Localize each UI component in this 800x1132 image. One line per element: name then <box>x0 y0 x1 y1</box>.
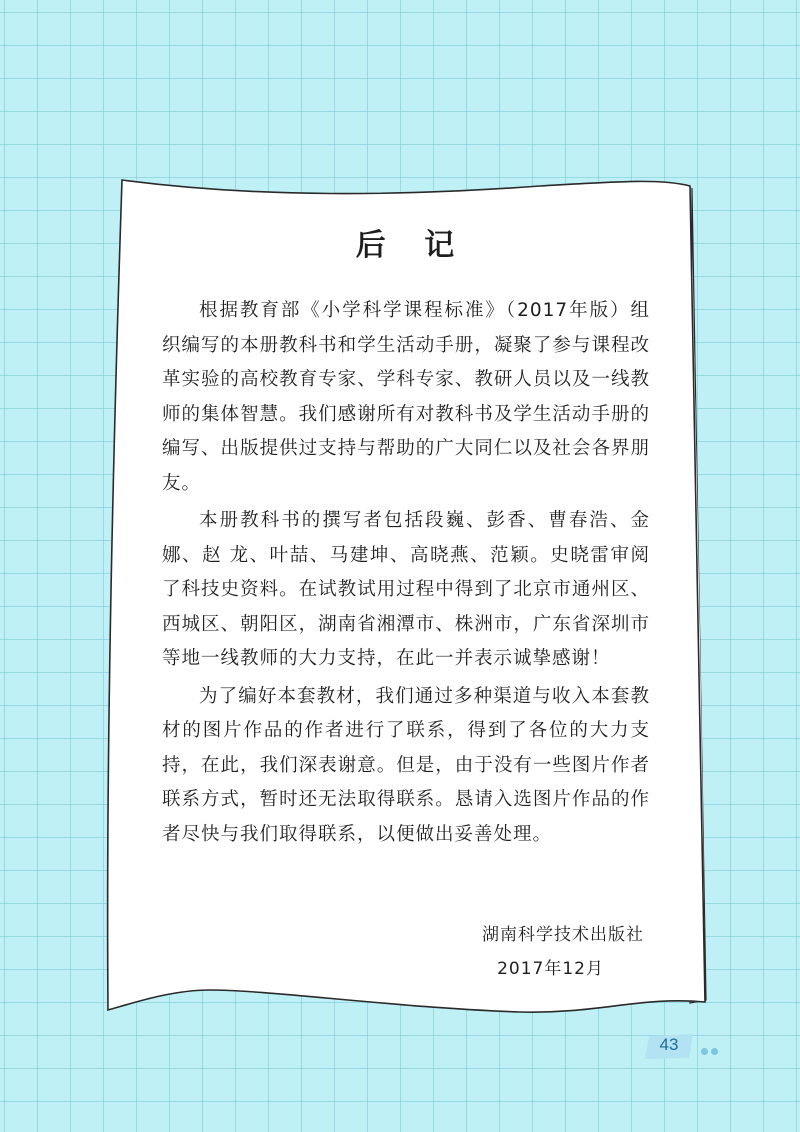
signature-block <box>482 918 644 986</box>
page-number: 43 <box>659 1035 679 1054</box>
publisher-name: 湖南科学技术出版社 <box>482 925 644 945</box>
decor-dot-icon <box>701 1048 708 1055</box>
page-title: 后 记 <box>355 228 469 263</box>
page-number-badge <box>643 1032 695 1060</box>
document-body <box>162 220 650 855</box>
paragraph-3: 为了编好本套教材，我们通过多种渠道与收入本套教材的图片作品的作者进行了联系，得到了各位的大力支持，在此，我们深表谢意。但是，由于没有一些图片作者联系方式，暂时还无法取得联系。恳请入选图片作品的作者尽快与我们取得联系，以便做出妥善处理。 <box>162 685 650 845</box>
decor-dot-icon <box>711 1048 718 1055</box>
paragraph-2: 本册教科书的撰写者包括段巍、彭香、曹春浩、金娜、赵 龙、叶喆、马建坤、高晓燕、范颖。史晓雷审阅了科技史资料。在试教试用过程中得到了北京市通州区、西城区、朝阳区，湖南省湘潭市、株洲市，广东省深圳市等地一线教师的大力支持，在此一并表示诚挚感谢！ <box>162 510 650 669</box>
paragraph-1: 根据教育部《小学科学课程标准》（2017年版）组织编写的本册教科书和学生活动手册，凝聚了参与课程改革实验的高校教育专家、学科专家、教研人员以及一线教师的集体智慧。我们感谢所有对教科书及学生活动手册的编写、出版提供过支持与帮助的广大同仁以及社会各界朋友。 <box>162 300 650 494</box>
publication-date: 2017年12月 <box>497 959 604 979</box>
